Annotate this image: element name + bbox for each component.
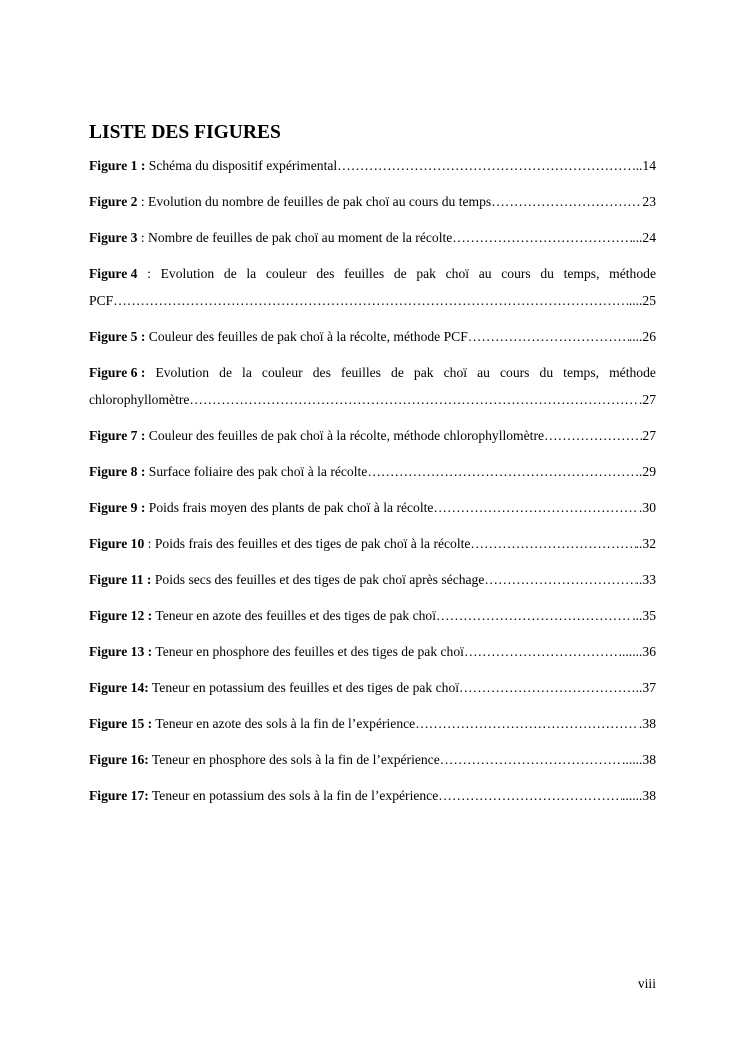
- figure-caption: Teneur en phosphore des feuilles et des tiges de pak choï: [152, 644, 464, 659]
- figure-caption: Surface foliaire des pak choï à la récolte: [145, 464, 368, 479]
- list-item: [89, 643, 656, 679]
- list-item: [89, 427, 656, 463]
- figure-label: Figure 8 :: [89, 464, 146, 479]
- list-item: [89, 364, 656, 427]
- page-ref: .30: [639, 500, 656, 515]
- figure-caption: Poids secs des feuilles et des tiges de pak choï après séchage: [151, 572, 485, 587]
- figure-caption: Teneur en azote des sols à la fin de l’expérience: [152, 716, 416, 731]
- figure-label: Figure 5 :: [89, 329, 146, 344]
- figure-caption: Couleur des feuilles de pak choï à la récolte, méthode chlorophyllomètre: [145, 428, 545, 443]
- page-ref: .38: [639, 716, 656, 731]
- page-ref: ...14: [632, 158, 656, 173]
- figure-label: Figure 13 :: [89, 644, 153, 659]
- figure-label: Figure 12 :: [89, 608, 153, 623]
- figure-caption: Couleur des feuilles de pak choï à la récolte, méthode PCF: [145, 329, 468, 344]
- list-item: [89, 265, 656, 328]
- figure-label: Figure 9 :: [89, 500, 146, 515]
- figure-label: Figure 10: [89, 536, 145, 551]
- figure-label: Figure 11 :: [89, 572, 152, 587]
- figure-label: Figure 14:: [89, 680, 149, 695]
- page-number: viii: [637, 976, 656, 991]
- figure-caption: Teneur en potassium des sols à la fin de l’expérience: [148, 788, 439, 803]
- figure-label: Figure 6 :: [89, 365, 146, 380]
- figure-caption: : Evolution du nombre de feuilles de pak choï au cours du temps: [137, 194, 492, 209]
- figure-caption: Teneur en azote des feuilles et des tiges de pak choï: [152, 608, 436, 623]
- figure-label: Figure 15 :: [89, 716, 153, 731]
- figure-label: Figure 3: [89, 230, 138, 245]
- page-ref: ......38: [622, 788, 656, 803]
- caption-line-2: chlorophyllomètre …………………………………………………………………………………………………………………………………………………… .27: [89, 391, 656, 418]
- page-title: LISTE DES FIGURES: [89, 122, 281, 143]
- list-item: [89, 715, 656, 751]
- figure-label: Figure 1 :: [89, 158, 146, 173]
- list-item: [89, 607, 656, 643]
- figure-label: Figure 17:: [89, 788, 149, 803]
- page-ref: .29: [639, 464, 656, 479]
- list-item: [89, 535, 656, 571]
- page-ref: ..33: [635, 572, 656, 587]
- list-item: [89, 157, 656, 193]
- page-ref: ....26: [628, 329, 656, 344]
- page-ref: 27: [642, 428, 656, 443]
- list-item: [89, 679, 656, 715]
- page-ref: ...35: [632, 608, 656, 623]
- figure-label: Figure 2: [89, 194, 138, 209]
- list-item: [89, 229, 656, 265]
- page-ref: ..32: [635, 536, 656, 551]
- figure-caption: : Nombre de feuilles de pak choï au moment de la récolte: [137, 230, 453, 245]
- figure-caption: : Poids frais des feuilles et des tiges de pak choï à la récolte: [144, 536, 471, 551]
- figure-caption: Schéma du dispositif expérimental: [145, 158, 338, 173]
- figure-label: Figure 7 :: [89, 428, 146, 443]
- list-item: [89, 571, 656, 607]
- list-item: [89, 751, 656, 787]
- figure-caption: Poids frais moyen des plants de pak choï à la récolte: [145, 500, 434, 515]
- page-ref: ......38: [622, 752, 656, 767]
- page-ref: ..37: [635, 680, 656, 695]
- figure-label: Figure 16:: [89, 752, 149, 767]
- list-item: [89, 463, 656, 499]
- page-ref: ...24: [632, 230, 656, 245]
- page-ref: 23: [642, 194, 656, 209]
- list-item: [89, 328, 656, 364]
- list-item: [89, 499, 656, 535]
- list-item: [89, 193, 656, 229]
- figure-caption: Teneur en potassium des feuilles et des tiges de pak choï: [148, 680, 460, 695]
- page-ref: .......36: [618, 644, 656, 659]
- figure-label: Figure 4: [89, 266, 138, 281]
- caption-line-1: Figure 6 : Evolution de la couleur des feuilles de pak choï au cours du temps, méthode: [89, 364, 656, 391]
- page-ref: .27: [639, 392, 656, 407]
- caption-line-1: Figure 4 : Evolution de la couleur des feuilles de pak choï au cours du temps, méthode: [89, 265, 656, 292]
- page-ref: ....25: [628, 293, 656, 308]
- figure-list: [89, 157, 656, 823]
- figure-caption: Teneur en phosphore des sols à la fin de l’expérience: [148, 752, 440, 767]
- list-item: [89, 787, 656, 823]
- caption-line-2: PCF …………………………………………………………………………………………………………………………………………………… ....25: [89, 292, 656, 319]
